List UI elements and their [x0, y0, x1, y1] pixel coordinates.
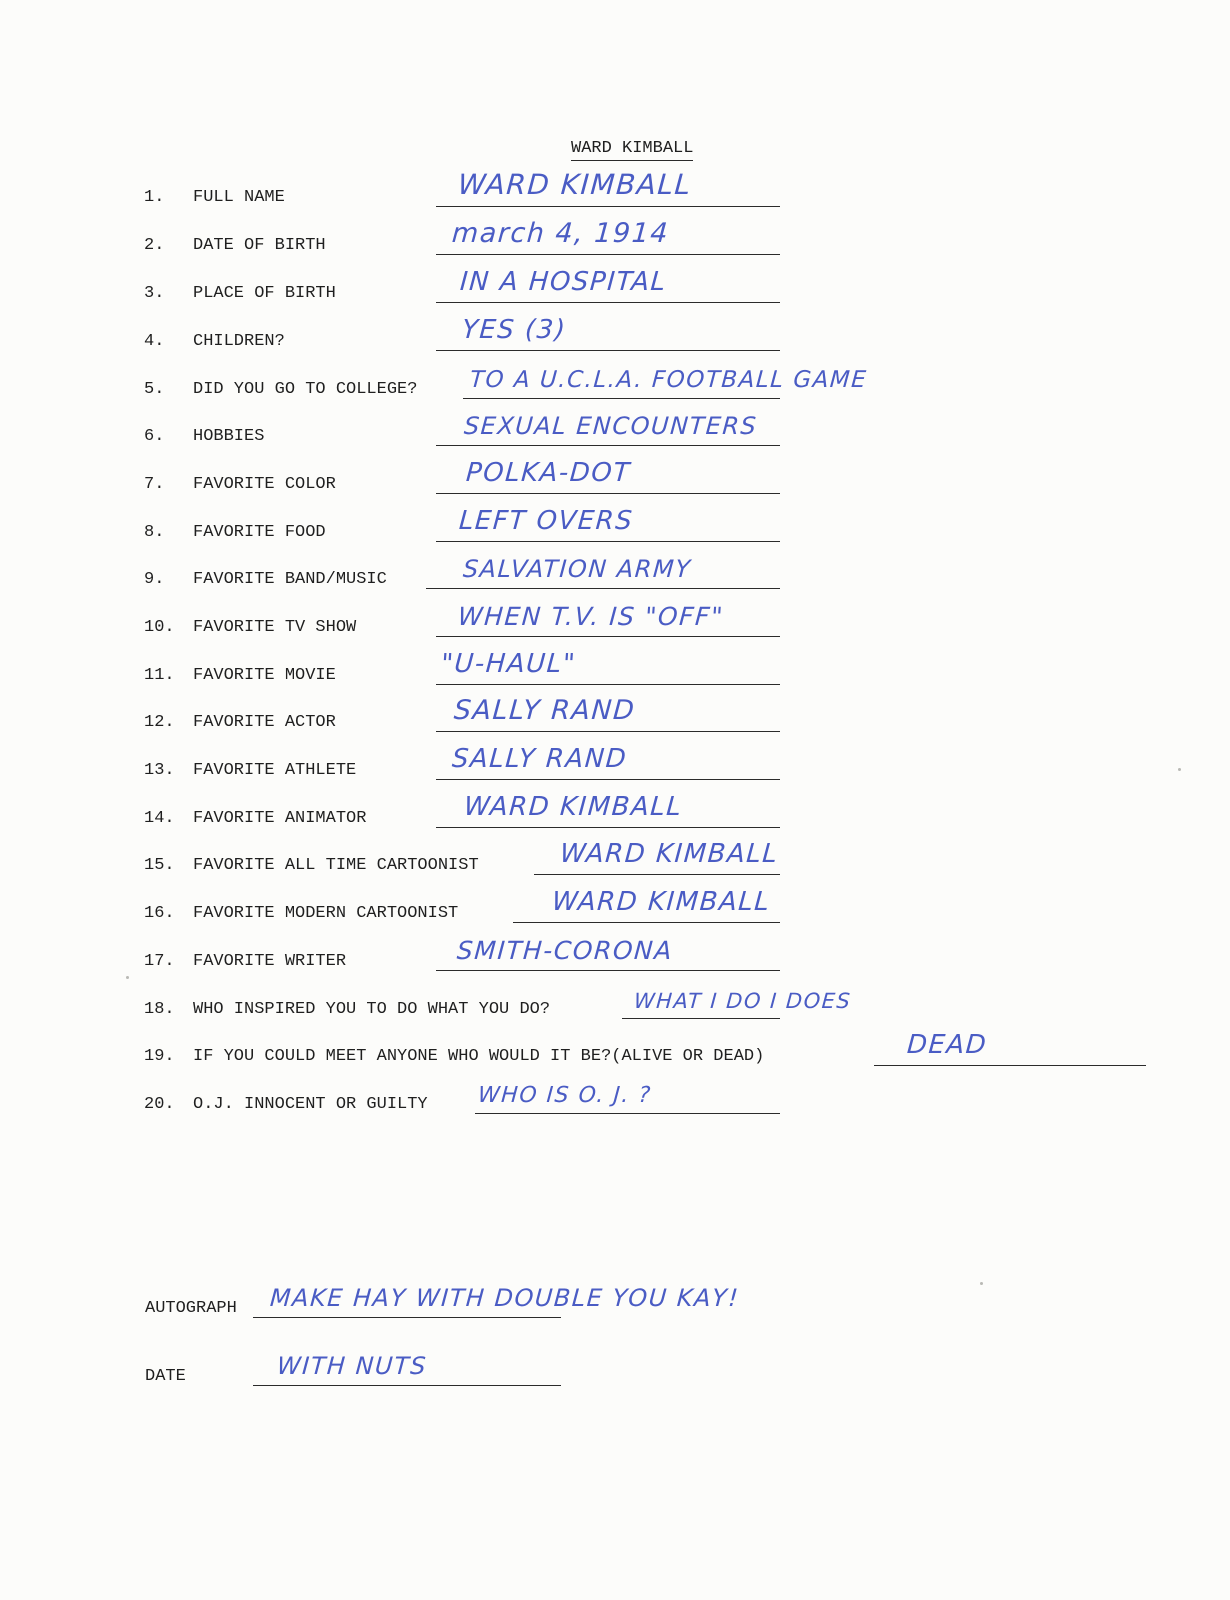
- answer-line: [436, 541, 780, 542]
- answer-line: [436, 970, 780, 971]
- date-line: [253, 1385, 561, 1386]
- question-number: 20.: [144, 1095, 175, 1114]
- autograph-line: [253, 1317, 561, 1318]
- answer-line: [622, 1018, 780, 1019]
- handwritten-answer: march 4, 1914: [450, 218, 671, 249]
- answer-line: [436, 445, 780, 446]
- question-row: [0, 506, 1230, 550]
- date-label: DATE: [145, 1367, 186, 1386]
- question-number: 15.: [144, 856, 175, 875]
- question-row: [0, 602, 1230, 645]
- handwritten-answer: DEAD: [905, 1030, 989, 1060]
- handwritten-answer: LEFT OVERS: [457, 506, 635, 536]
- handwritten-answer: WARD KIMBALL: [558, 839, 780, 869]
- question-row: [0, 458, 1230, 502]
- question-label: FAVORITE TV SHOW: [193, 618, 357, 637]
- handwritten-answer: IN A HOSPITAL: [458, 267, 668, 297]
- question-number: 18.: [144, 1000, 175, 1019]
- question-number: 1.: [144, 188, 165, 207]
- question-label: FAVORITE ACTOR: [193, 713, 336, 732]
- answer-line: [426, 588, 780, 589]
- question-number: 8.: [144, 523, 165, 542]
- question-number: 3.: [144, 284, 165, 303]
- answer-line: [436, 254, 780, 255]
- question-row: [0, 557, 1230, 597]
- question-label: FAVORITE WRITER: [193, 952, 347, 971]
- question-row: [0, 839, 1230, 883]
- page-title: WARD KIMBALL: [571, 139, 693, 161]
- question-label: DATE OF BIRTH: [193, 236, 326, 255]
- date-answer: WITH NUTS: [276, 1352, 429, 1380]
- handwritten-answer: SMITH-CORONA: [455, 936, 674, 965]
- question-number: 12.: [144, 713, 175, 732]
- answer-line: [436, 827, 780, 828]
- handwritten-answer: POLKA-DOT: [464, 458, 632, 488]
- question-row: [0, 1082, 1230, 1122]
- question-label: FAVORITE ATHLETE: [193, 761, 357, 780]
- question-label: FAVORITE MODERN CARTOONIST: [193, 904, 459, 923]
- answer-line: [436, 636, 780, 637]
- handwritten-answer: WARD KIMBALL: [462, 792, 684, 822]
- answer-line: [436, 350, 780, 351]
- question-row: [0, 218, 1230, 263]
- answer-line: [475, 1113, 780, 1114]
- question-row: [0, 168, 1230, 215]
- question-number: 10.: [144, 618, 175, 637]
- handwritten-answer: WHEN T.V. IS "OFF": [456, 602, 725, 631]
- answer-line: [436, 779, 780, 780]
- question-number: 13.: [144, 761, 175, 780]
- question-label: HOBBIES: [193, 427, 265, 446]
- answer-line: [513, 922, 780, 923]
- question-row: [0, 887, 1230, 931]
- handwritten-answer: YES (3): [460, 315, 568, 345]
- answer-line: [436, 493, 780, 494]
- autograph-answer: MAKE HAY WITH DOUBLE YOU KAY!: [269, 1284, 741, 1312]
- handwritten-answer: WHO IS O. J. ?: [477, 1083, 653, 1108]
- question-label: FULL NAME: [193, 188, 285, 207]
- date-row: [0, 1354, 1230, 1394]
- answer-line: [436, 684, 780, 685]
- question-number: 14.: [144, 809, 175, 828]
- question-row: [0, 695, 1230, 740]
- question-number: 11.: [144, 666, 175, 685]
- question-number: 19.: [144, 1047, 175, 1066]
- question-label: FAVORITE BAND/MUSIC: [193, 570, 387, 589]
- question-row: [0, 414, 1230, 454]
- question-label: CHILDREN?: [193, 332, 285, 351]
- question-row: [0, 267, 1230, 311]
- handwritten-answer: "U-HAUL": [439, 649, 578, 679]
- question-number: 6.: [144, 427, 165, 446]
- question-label: WHO INSPIRED YOU TO DO WHAT YOU DO?: [193, 1000, 551, 1019]
- question-label: IF YOU COULD MEET ANYONE WHO WOULD IT BE?(ALIVE OR DEAD): [193, 1047, 765, 1066]
- handwritten-answer: TO A U.C.L.A. FOOTBALL GAME: [469, 367, 869, 393]
- question-label: DID YOU GO TO COLLEGE?: [193, 380, 418, 399]
- question-label: FAVORITE FOOD: [193, 523, 326, 542]
- answer-line: [436, 731, 780, 732]
- answer-line: [436, 206, 780, 207]
- question-row: [0, 987, 1230, 1027]
- question-label: FAVORITE COLOR: [193, 475, 336, 494]
- answer-line: [436, 302, 780, 303]
- question-label: O.J. INNOCENT OR GUILTY: [193, 1095, 428, 1114]
- handwritten-answer: SALVATION ARMY: [462, 555, 693, 583]
- handwritten-answer: SALLY RAND: [450, 744, 629, 774]
- question-row: [0, 367, 1230, 407]
- question-number: 16.: [144, 904, 175, 923]
- question-number: 9.: [144, 570, 165, 589]
- question-label: PLACE OF BIRTH: [193, 284, 336, 303]
- answer-line: [534, 874, 780, 875]
- autograph-row: [0, 1286, 1230, 1326]
- question-number: 5.: [144, 380, 165, 399]
- question-row: [0, 649, 1230, 693]
- handwritten-answer: SEXUAL ENCOUNTERS: [463, 412, 759, 440]
- question-number: 2.: [144, 236, 165, 255]
- question-row: [0, 744, 1230, 788]
- question-label: FAVORITE ANIMATOR: [193, 809, 367, 828]
- question-row: [0, 1030, 1230, 1074]
- question-row: [0, 936, 1230, 979]
- autograph-label: AUTOGRAPH: [145, 1299, 237, 1318]
- question-label: FAVORITE ALL TIME CARTOONIST: [193, 856, 479, 875]
- paper-speck: [980, 1282, 983, 1285]
- answer-line: [874, 1065, 1146, 1066]
- question-number: 7.: [144, 475, 165, 494]
- handwritten-answer: WARD KIMBALL: [456, 168, 693, 201]
- handwritten-answer: WHAT I DO I DOES: [633, 989, 853, 1013]
- question-row: [0, 315, 1230, 359]
- question-label: FAVORITE MOVIE: [193, 666, 336, 685]
- paper-speck: [1178, 768, 1181, 771]
- answer-line: [463, 398, 780, 399]
- question-row: [0, 792, 1230, 836]
- question-number: 4.: [144, 332, 165, 351]
- paper-speck: [126, 976, 129, 979]
- handwritten-answer: SALLY RAND: [452, 695, 637, 726]
- question-number: 17.: [144, 952, 175, 971]
- handwritten-answer: WARD KIMBALL: [550, 887, 772, 917]
